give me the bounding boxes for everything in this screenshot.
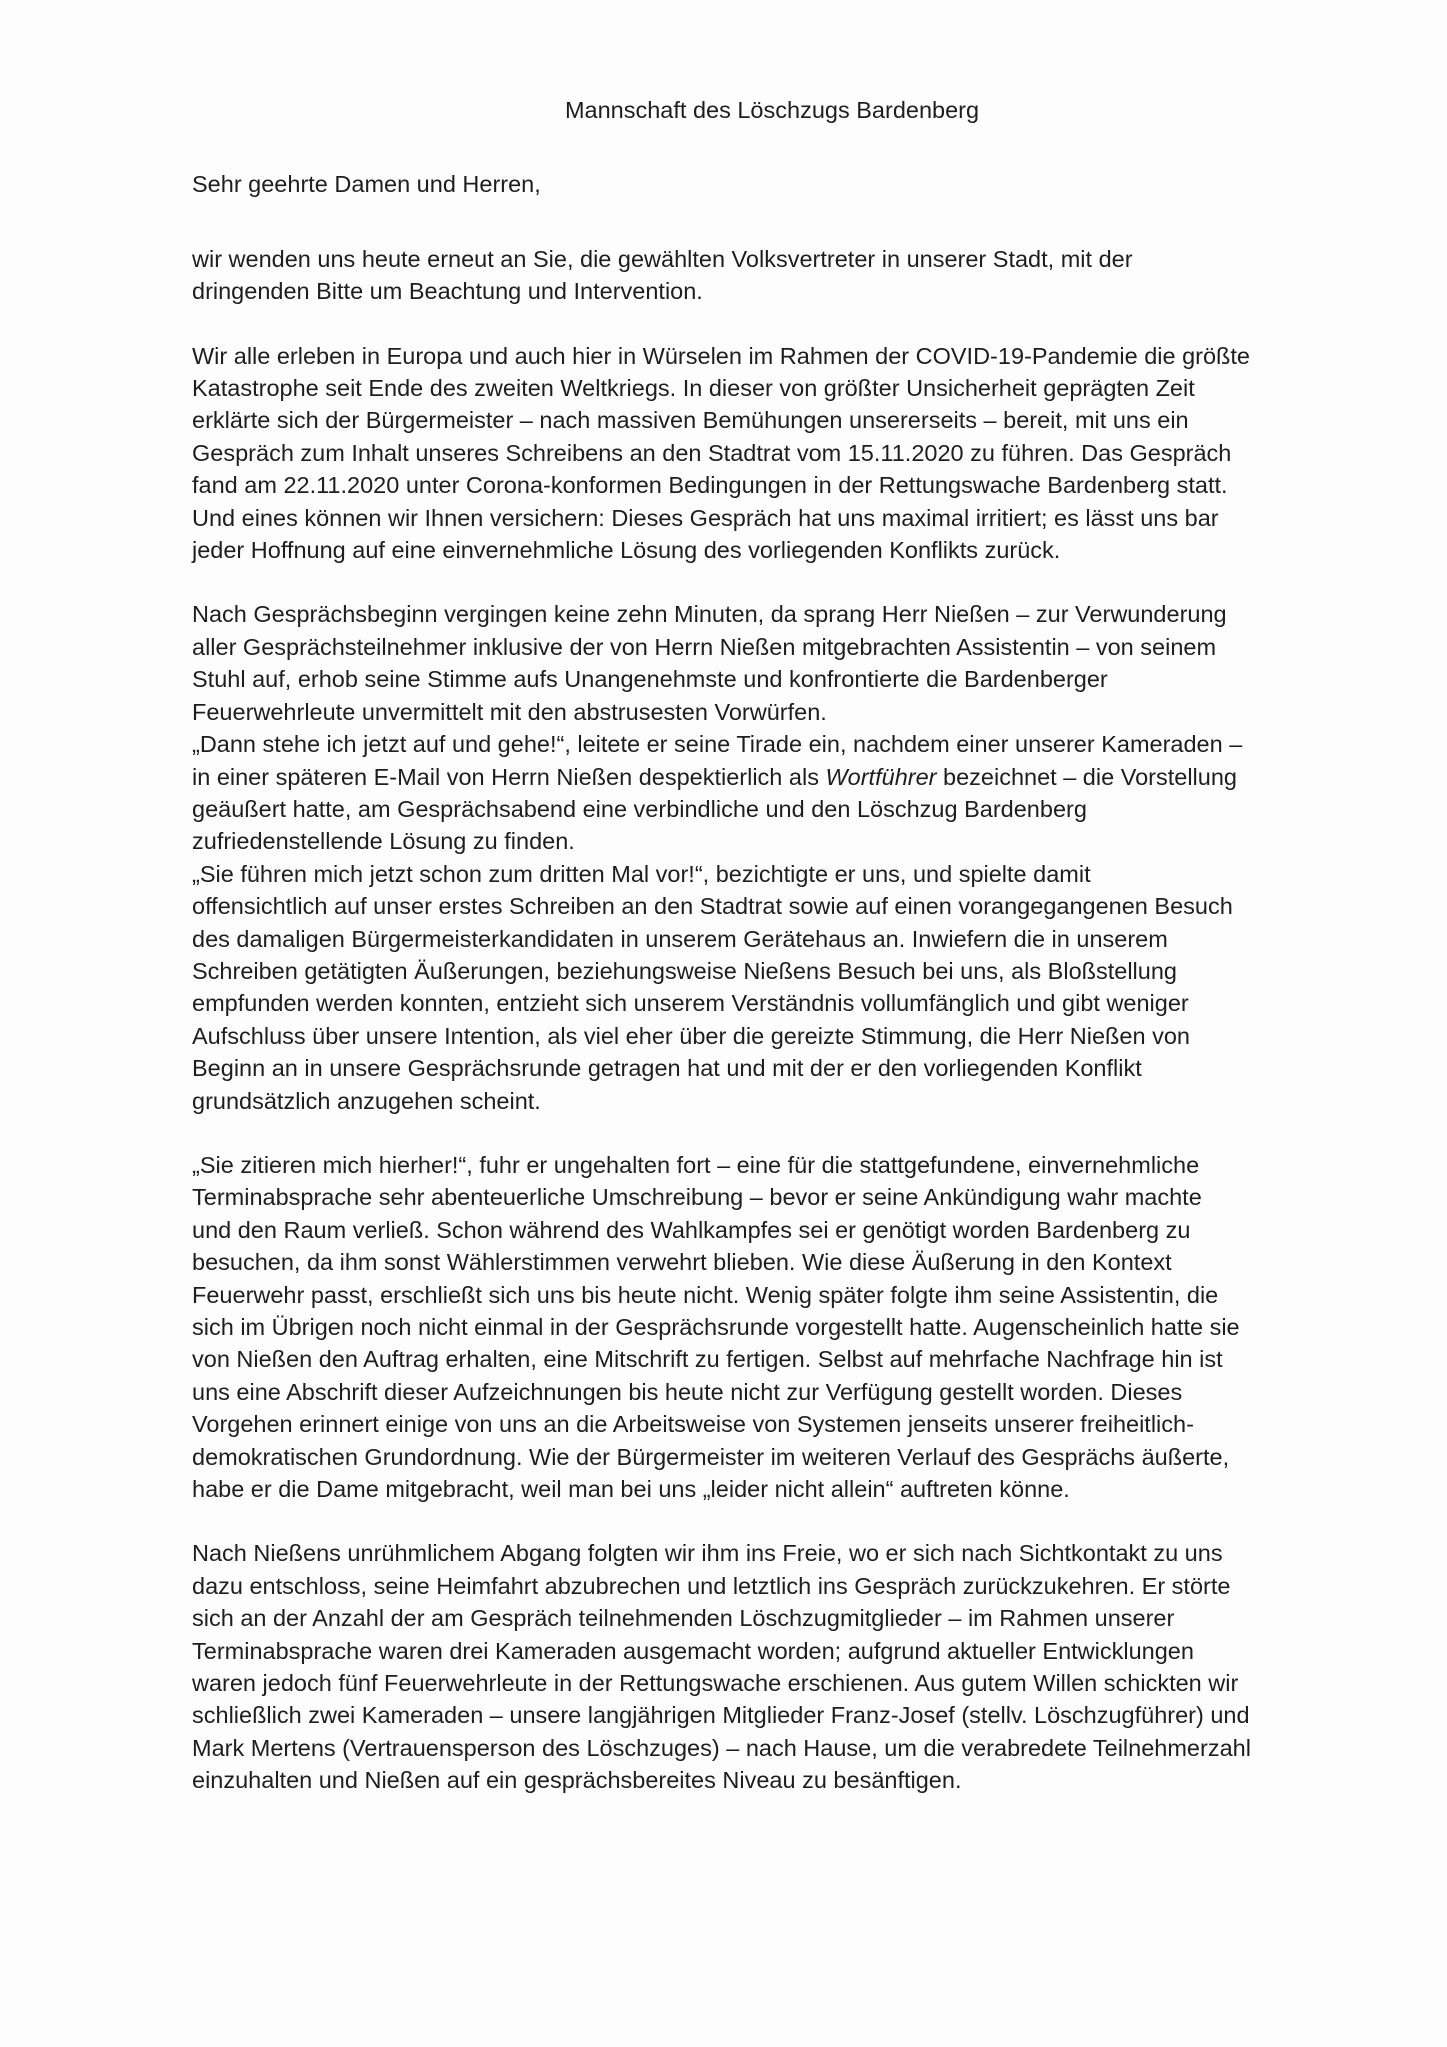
text-line: von Nießen den Auftrag erhalten, eine Mitschrift zu fertigen. Selbst auf mehrfache Nachfrage hin ist [192, 1346, 1223, 1373]
text-line: des damaligen Bürgermeisterkandidaten in unserem Gerätehaus an. Inwiefern die in unserem [192, 925, 1168, 952]
text-segment: bezeichnet – die Vorstellung [936, 763, 1237, 790]
text-line: Vorgehen erinnert einige von uns an die Arbeitsweise von Systemen jenseits unserer freiheitlich- [192, 1411, 1194, 1438]
paragraph-intro [192, 243, 1302, 308]
text-line: sich an der Anzahl der am Gespräch teilnehmenden Löschzugmitglieder – im Rahmen unserer [192, 1605, 1175, 1632]
paragraph-pandemic [192, 340, 1302, 567]
text-line: erklärte sich der Bürgermeister – nach massiven Bemühungen unsererseits – bereit, mit uns ein [192, 407, 1189, 434]
text-line: „Sie zitieren mich hierher!“, fuhr er ungehalten fort – eine für die stattgefundene, einvernehmliche [192, 1151, 1200, 1178]
emphasized-word: Wortführer [825, 763, 937, 790]
text-line: Aufschluss über unsere Intention, als viel eher über die gereizte Stimmung, die Herr Nießen von [192, 1022, 1190, 1049]
paragraph-departure [192, 1149, 1302, 1505]
text-line: Terminabsprache sehr abenteuerliche Umschreibung – bevor er seine Ankündigung wahr machte [192, 1184, 1202, 1211]
paragraph-meeting [192, 598, 1302, 1117]
text-line [192, 761, 1302, 793]
text-line: zufriedenstellende Lösung zu finden. [192, 828, 575, 855]
text-segment: in einer späteren E-Mail von Herrn Nießen despektierlich als [192, 763, 826, 790]
text-line: Stuhl auf, erhob seine Stimme aufs Unangenehmste und konfrontierte die Bardenberger [192, 666, 1108, 693]
text-line: Gespräch zum Inhalt unseres Schreibens an den Stadtrat vom 15.11.2020 zu führen. Das Gespräch [192, 439, 1232, 466]
text-line: Katastrophe seit Ende des zweiten Weltkriegs. In dieser von größter Unsicherheit geprägten Zeit [192, 375, 1195, 402]
text-line: einzuhalten und Nießen auf ein gesprächsbereites Niveau zu besänftigen. [192, 1767, 962, 1794]
text-line: geäußert hatte, am Gesprächsabend eine verbindliche und den Löschzug Bardenberg [192, 795, 1087, 822]
text-line: grundsätzlich anzugehen scheint. [192, 1087, 541, 1114]
text-line: empfunden werden konnten, entzieht sich unserem Verständnis vollumfänglich und gibt weniger [192, 990, 1189, 1017]
text-line: schließlich zwei Kameraden – unsere langjährigen Mitglieder Franz-Josef (stellv. Löschzugführer) und [192, 1702, 1250, 1729]
text-line: dazu entschloss, seine Heimfahrt abzubrechen und letztlich ins Gespräch zurückzukehren. Er störte [192, 1572, 1231, 1599]
text-line: Terminabsprache waren drei Kameraden ausgemacht worden; aufgrund aktueller Entwicklungen [192, 1637, 1194, 1664]
text-line: „Sie führen mich jetzt schon zum dritten Mal vor!“, bezichtigte er uns, und spielte damit [192, 860, 1091, 887]
text-line: besuchen, da ihm sonst Wählerstimmen verwehrt blieben. Wie diese Äußerung in den Kontext [192, 1249, 1172, 1276]
text-line: Mark Mertens (Vertrauensperson des Löschzuges) – nach Hause, um die verabredete Teilnehmerzahl [192, 1734, 1251, 1761]
text-line: habe er die Dame mitgebracht, weil man bei uns „leider nicht allein“ auftreten könne. [192, 1476, 1070, 1503]
text-line: Nach Nießens unrühmlichem Abgang folgten wir ihm ins Freie, wo er sich nach Sichtkontakt zu uns [192, 1540, 1223, 1567]
text-line: Nach Gesprächsbeginn vergingen keine zehn Minuten, da sprang Herr Nießen – zur Verwunderung [192, 601, 1227, 628]
paragraph-return [192, 1537, 1302, 1796]
text-line: demokratischen Grundordnung. Wie der Bürgermeister im weiteren Verlauf des Gesprächs äußerte, [192, 1443, 1230, 1470]
text-line: jeder Hoffnung auf eine einvernehmliche Lösung des vorliegenden Konflikts zurück. [192, 537, 1061, 564]
text-line: Feuerwehr passt, erschließt sich uns bis heute nicht. Wenig später folgte ihm seine Assistentin, die [192, 1281, 1219, 1308]
text-line: waren jedoch fünf Feuerwehrleute in der Rettungswache erschienen. Aus gutem Willen schickten wir [192, 1670, 1239, 1697]
text-line: sich im Übrigen noch nicht einmal in der Gesprächsrunde vorgestellt hatte. Augenscheinlich hatte sie [192, 1314, 1240, 1340]
letter-heading: Mannschaft des Löschzugs Bardenberg [564, 97, 980, 123]
text-line: dringenden Bitte um Beachtung und Intervention. [192, 278, 703, 305]
salutation: Sehr geehrte Damen und Herren, [192, 171, 541, 198]
text-line: Schreiben getätigten Äußerungen, beziehungsweise Nießens Besuch bei uns, als Bloßstellung [192, 957, 1177, 984]
text-line: Feuerwehrleute unvermittelt mit den abstrusesten Vorwürfen. [192, 698, 827, 725]
text-line: Wir alle erleben in Europa und auch hier in Würselen im Rahmen der COVID-19-Pandemie die größte [192, 342, 1251, 369]
text-line: aller Gesprächsteilnehmer inklusive der von Herrn Nießen mitgebrachten Assistentin – von seinem [192, 633, 1217, 660]
letter-body [192, 94, 1302, 1829]
text-line: Und eines können wir Ihnen versichern: Dieses Gespräch hat uns maximal irritiert; es lässt uns bar [192, 504, 1219, 531]
text-line: „Dann stehe ich jetzt auf und gehe!“, leitete er seine Tirade ein, nachdem einer unserer Kameraden – [192, 731, 1243, 758]
text-line: und den Raum verließ. Schon während des Wahlkampfes sei er genötigt worden Bardenberg zu [192, 1216, 1191, 1243]
text-line: uns eine Abschrift dieser Aufzeichnungen bis heute nicht zur Verfügung gestellt worden. Dieses [192, 1378, 1183, 1405]
text-line: fand am 22.11.2020 unter Corona-konformen Bedingungen in der Rettungswache Bardenberg statt. [192, 472, 1228, 499]
text-line: offensichtlich auf unser erstes Schreiben an den Stadtrat sowie auf einen vorangegangenen Besuch [192, 893, 1233, 920]
text-line: wir wenden uns heute erneut an Sie, die gewählten Volksvertreter in unserer Stadt, mit der [192, 245, 1133, 272]
text-line: Beginn an in unsere Gesprächsrunde getragen hat und mit der er den vorliegenden Konflikt [192, 1055, 1142, 1082]
